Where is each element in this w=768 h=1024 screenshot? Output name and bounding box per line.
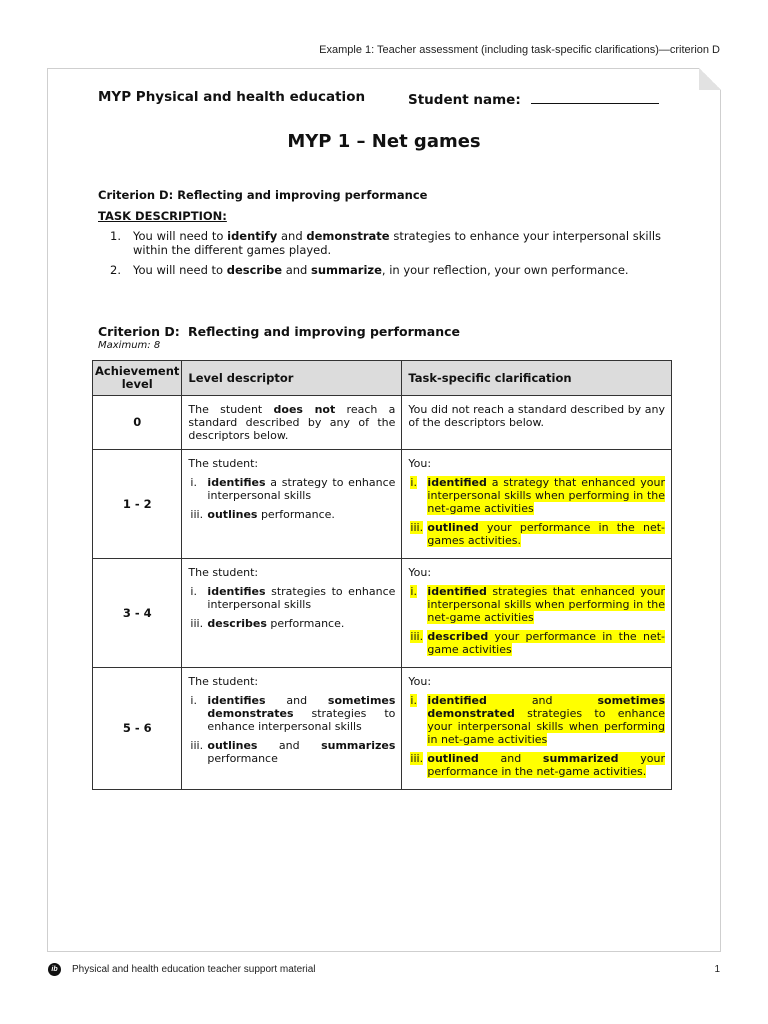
descriptor-intro: The student: [188, 566, 259, 579]
task-description-heading: TASK DESCRIPTION: [98, 209, 227, 223]
task-item-text: You will need to identify and demonstrate strategies to enhance your interpersonal skills within the different games played. [133, 229, 662, 257]
item-numeral: iii. [190, 508, 204, 521]
clarification-item [408, 752, 665, 778]
clarification-item [408, 694, 665, 746]
item-numeral: i. [410, 694, 417, 707]
student-name-blank[interactable] [531, 89, 659, 104]
student-name-field[interactable] [408, 89, 659, 108]
rubric-table [92, 360, 672, 790]
clarification-item [408, 585, 665, 624]
column-header-descriptor: Level descriptor [182, 361, 402, 396]
table-row [93, 396, 672, 450]
descriptor-item [188, 739, 395, 765]
page-fold-corner [699, 68, 721, 90]
page-number: 1 [714, 964, 720, 975]
item-numeral: i. [190, 694, 197, 707]
descriptor-item [188, 585, 395, 611]
student-name-label: Student name: [408, 92, 521, 108]
table-header-row [93, 361, 672, 396]
clarification-text: You did not reach a standard described by any of the descriptors below. [408, 403, 665, 429]
item-numeral: i. [190, 476, 197, 489]
achievement-level: 0 [93, 396, 182, 450]
subject-title: MYP Physical and health education [98, 89, 366, 105]
clarification-item [408, 630, 665, 656]
task-list [98, 229, 661, 283]
item-text: identifies and sometimes demonstrates strategies to enhance interpersonal skills [207, 694, 396, 733]
table-row [93, 668, 672, 790]
highlighted-text: identified and sometimes demonstrated strategies to enhance your interpersonal skills when performing in net-game activities [427, 694, 665, 746]
level-descriptor [182, 668, 402, 790]
item-numeral: i. [410, 476, 417, 489]
descriptor-item [188, 694, 395, 733]
footer-text: Physical and health education teacher support material [72, 964, 316, 975]
item-text: identifies strategies to enhance interpersonal skills [207, 585, 396, 611]
task-clarification [402, 668, 672, 790]
descriptor-text: The student does not reach a standard described by any of the descriptors below. [188, 403, 396, 442]
clarification-item [408, 521, 665, 547]
achievement-level: 3 - 4 [93, 559, 182, 668]
clarification-item [408, 476, 665, 515]
item-numeral: iii. [410, 521, 424, 534]
achievement-level: 5 - 6 [93, 668, 182, 790]
ib-logo-icon: ib [48, 963, 61, 976]
criterion-heading: Criterion D: Reflecting and improving performance [98, 188, 428, 202]
highlighted-text: identified a strategy that enhanced your interpersonal skills when performing in the net-game activities [427, 476, 665, 515]
task-clarification [402, 450, 672, 559]
item-numeral: i. [190, 585, 197, 598]
descriptor-intro: The student: [188, 457, 259, 470]
descriptor-item [188, 617, 395, 630]
highlighted-text: outlined and summarized your performance in the net-game activities. [427, 752, 665, 778]
criterion-title: Reflecting and improving performance [188, 324, 461, 339]
page-title: MYP 1 – Net games [287, 131, 481, 152]
task-item-text: You will need to describe and summarize, in your reflection, your own performance. [133, 263, 629, 277]
level-descriptor [182, 450, 402, 559]
table-row [93, 450, 672, 559]
achievement-level: 1 - 2 [93, 450, 182, 559]
document-sheet [47, 68, 721, 952]
highlighted-text: described your performance in the net-game activities [427, 630, 665, 656]
level-descriptor [182, 396, 402, 450]
page-header: Example 1: Teacher assessment (including task-specific clarifications)—criterion D [319, 44, 720, 56]
highlighted-text: outlined your performance in the net-games activities. [427, 521, 665, 547]
task-item-number: 1. [110, 229, 121, 243]
clarification-intro: You: [408, 566, 432, 579]
item-numeral: iii. [190, 617, 204, 630]
maximum-score: Maximum: 8 [98, 340, 161, 351]
descriptor-item [188, 476, 395, 502]
column-header-achievement: Achievement level [93, 361, 182, 396]
task-item [98, 263, 661, 277]
task-clarification [402, 559, 672, 668]
task-item [98, 229, 661, 257]
column-header-clarification: Task-specific clarification [402, 361, 672, 396]
item-text: outlines and summarizes performance [207, 739, 396, 765]
item-text: identifies a strategy to enhance interpersonal skills [207, 476, 396, 502]
level-descriptor [182, 559, 402, 668]
item-numeral: iii. [410, 752, 424, 765]
item-numeral: iii. [410, 630, 424, 643]
descriptor-item [188, 508, 395, 521]
item-text: describes performance. [207, 617, 345, 630]
clarification-intro: You: [408, 675, 432, 688]
criterion-title-line [98, 324, 460, 339]
task-item-number: 2. [110, 263, 121, 277]
item-text: outlines performance. [207, 508, 335, 521]
descriptor-intro: The student: [188, 675, 259, 688]
criterion-label: Criterion D: [98, 324, 180, 339]
highlighted-text: identified strategies that enhanced your interpersonal skills when performing in the net-game activities [427, 585, 665, 624]
table-row [93, 559, 672, 668]
item-numeral: i. [410, 585, 417, 598]
task-clarification [402, 396, 672, 450]
item-numeral: iii. [190, 739, 204, 752]
clarification-intro: You: [408, 457, 432, 470]
